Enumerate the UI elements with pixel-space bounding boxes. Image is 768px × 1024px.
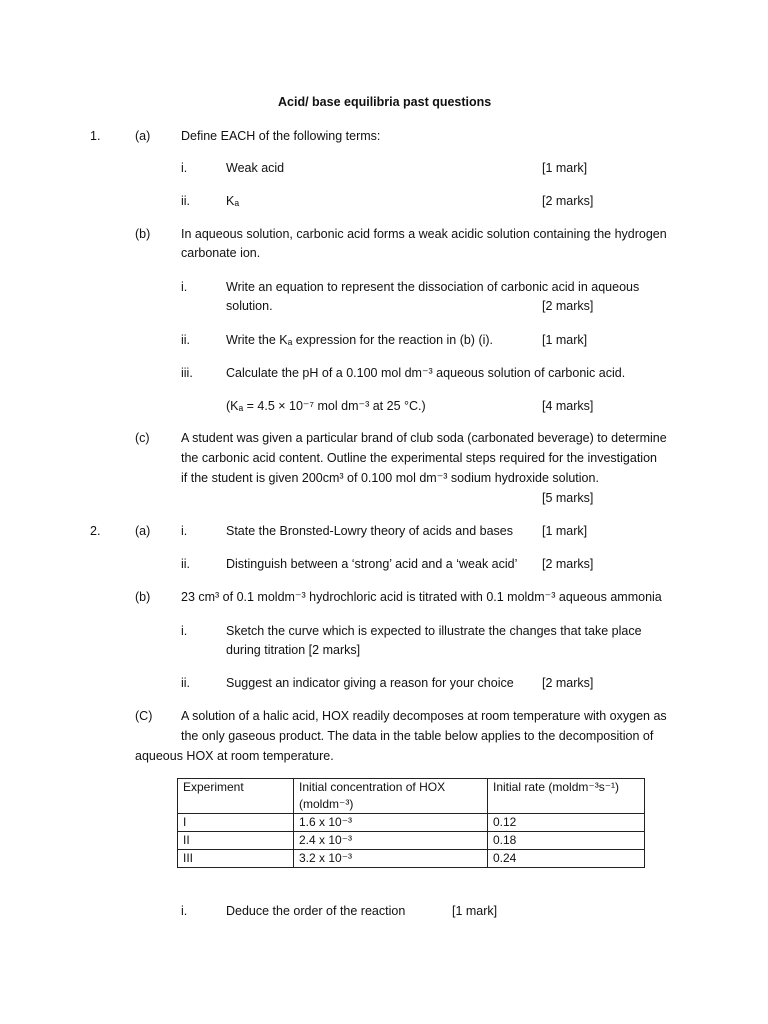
q1a-ii-marks: [2 marks] [542, 194, 594, 208]
rate-data-table [177, 778, 645, 868]
q2-number: 2. [90, 524, 101, 538]
q1b-iii-marks: [4 marks] [542, 399, 594, 413]
q2c-i-text: Deduce the order of the reaction [226, 904, 406, 918]
q2a-i-num: i. [181, 524, 188, 538]
table-cell: 0.24 [488, 850, 645, 868]
table-header-cell: Initial concentration of HOX (moldm⁻³) [294, 779, 488, 814]
q1b-i-line1: Write an equation to represent the dissociation of carbonic acid in aqueous [226, 280, 640, 294]
table-cell: 3.2 x 10⁻³ [294, 850, 488, 868]
q2a-ii-num: ii. [181, 557, 191, 571]
q2a-i-text: State the Bronsted-Lowry theory of acids and bases [226, 524, 513, 538]
q2b-stem: 23 cm³ of 0.1 moldm⁻³ hydrochloric acid is titrated with 0.1 moldm⁻³ aqueous ammonia [181, 590, 662, 604]
q1a-i-marks: [1 mark] [542, 161, 588, 175]
q1b-ii-num: ii. [181, 333, 191, 347]
q2c-label: (C) [135, 709, 153, 723]
q2a-label: (a) [135, 524, 151, 538]
table-row [178, 832, 645, 850]
q1b-stem-line2: carbonate ion. [181, 246, 261, 260]
q2a-i-marks: [1 mark] [542, 524, 588, 538]
q2c-line2: the only gaseous product. The data in the table below applies to the decomposition of [181, 729, 654, 743]
q1c-line2: the carbonic acid content. Outline the experimental steps required for the investigation [181, 451, 657, 465]
q2b-ii-marks: [2 marks] [542, 676, 594, 690]
q1a-i-text: Weak acid [226, 161, 285, 175]
q1a-ii-num: ii. [181, 194, 191, 208]
q1b-stem-line1: In aqueous solution, carbonic acid forms a weak acidic solution containing the hydrogen [181, 227, 667, 241]
q2b-i-line1: Sketch the curve which is expected to illustrate the changes that take place [226, 624, 642, 638]
q2c-i-marks: [1 mark] [452, 904, 498, 918]
table-row [178, 814, 645, 832]
table-cell: 2.4 x 10⁻³ [294, 832, 488, 850]
q2a-ii-text: Distinguish between a ‘strong’ acid and a ‘weak acid’ [226, 557, 518, 571]
q1b-i-num: i. [181, 280, 188, 294]
q2c-line1: A solution of a halic acid, HOX readily decomposes at room temperature with oxygen as [181, 709, 667, 723]
table-cell: I [178, 814, 294, 832]
table-cell: III [178, 850, 294, 868]
table-cell: 1.6 x 10⁻³ [294, 814, 488, 832]
table-cell: 0.12 [488, 814, 645, 832]
table-header-row [178, 779, 645, 814]
q1b-iii-num: iii. [181, 366, 193, 380]
table-cell: 0.18 [488, 832, 645, 850]
q1c-label: (c) [135, 431, 150, 445]
table-row [178, 850, 645, 868]
table-header-cell: Experiment [178, 779, 294, 814]
q2b-label: (b) [135, 590, 151, 604]
table-header-cell: Initial rate (moldm⁻³s⁻¹) [488, 779, 645, 814]
q1a-label: (a) [135, 129, 151, 143]
q1b-iii-text: Calculate the pH of a 0.100 mol dm⁻³ aqueous solution of carbonic acid. [226, 366, 626, 380]
q1a-stem: Define EACH of the following terms: [181, 129, 381, 143]
q2a-ii-marks: [2 marks] [542, 557, 594, 571]
q1-number: 1. [90, 129, 101, 143]
q1c-line1: A student was given a particular brand of club soda (carbonated beverage) to determine [181, 431, 667, 445]
q1a-ii-text: Kₐ [226, 194, 239, 208]
q1b-ii-marks: [1 mark] [542, 333, 588, 347]
q1c-line3: if the student is given 200cm³ of 0.100 mol dm⁻³ sodium hydroxide solution. [181, 471, 599, 485]
q2b-ii-text: Suggest an indicator giving a reason for your choice [226, 676, 514, 690]
q1b-iii-given: (Kₐ = 4.5 × 10⁻⁷ mol dm⁻³ at 25 °C.) [226, 399, 426, 413]
q1b-ii-text: Write the Kₐ expression for the reaction in (b) (i). [226, 333, 494, 347]
q2b-i-num: i. [181, 624, 188, 638]
table-cell: II [178, 832, 294, 850]
page-title: Acid/ base equilibria past questions [278, 95, 492, 109]
q1b-i-marks: [2 marks] [542, 299, 594, 313]
q1a-i-num: i. [181, 161, 188, 175]
q2c-line3: aqueous HOX at room temperature. [135, 749, 334, 763]
q2c-i-num: i. [181, 904, 188, 918]
q1c-marks: [5 marks] [542, 491, 594, 505]
q2b-ii-num: ii. [181, 676, 191, 690]
q1b-i-line2: solution. [226, 299, 273, 313]
q2b-i-line2: during titration [2 marks] [226, 643, 361, 657]
q1b-label: (b) [135, 227, 151, 241]
